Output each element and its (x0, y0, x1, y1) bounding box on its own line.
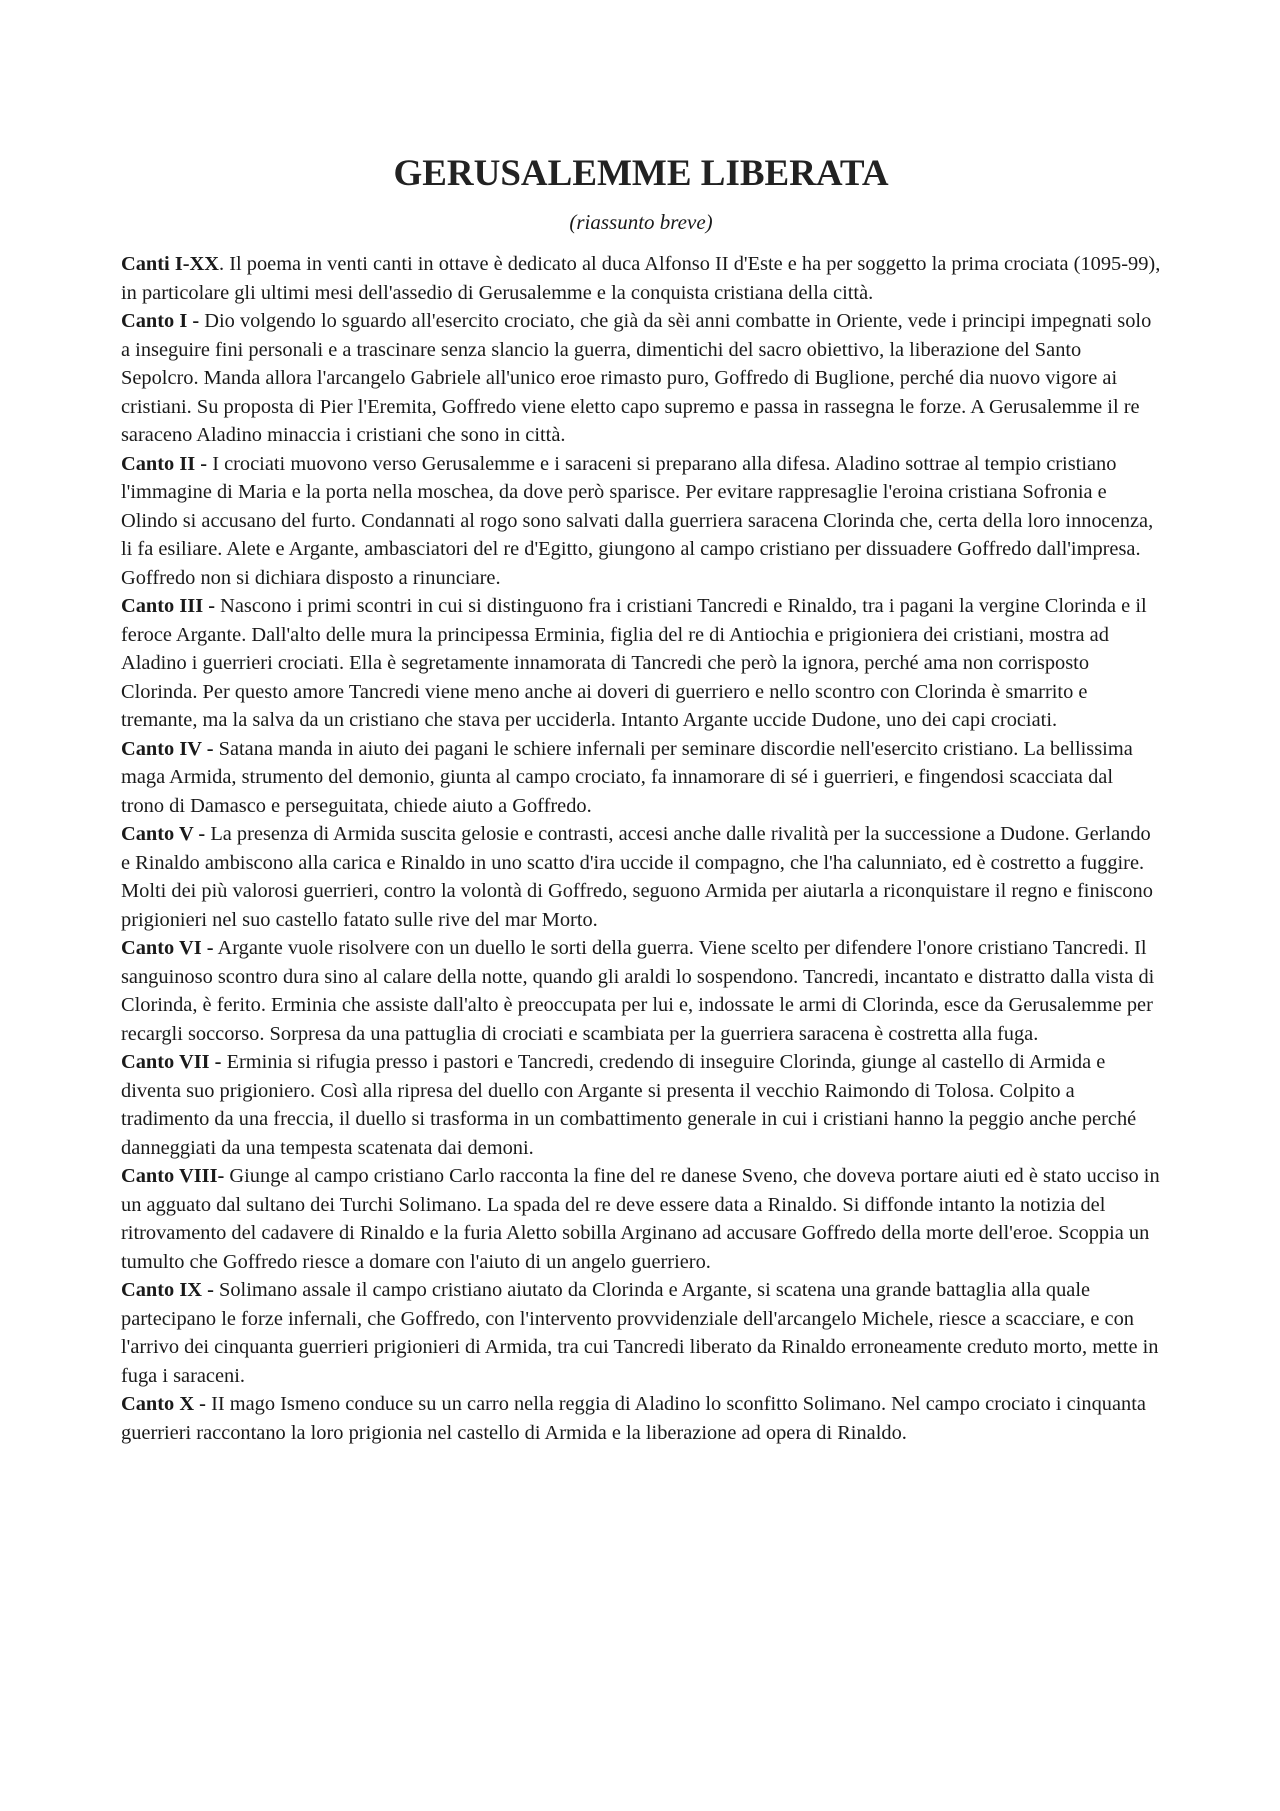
paragraph-canto-ix (121, 1276, 1161, 1390)
paragraph-canto-ii (121, 450, 1161, 593)
paragraph-heading: Canto V - (121, 823, 206, 845)
paragraph-heading: Canto IX - (121, 1279, 214, 1301)
paragraph-text: . Il poema in venti canti in ottave è dedicato al duca Alfonso II d'Este e ha per soggetto la prima crociata (1095-99), in particolare gli ultimi mesi dell'assedio di Gerusalemme e la conquista cristiana della città. (121, 253, 1161, 304)
paragraph-heading: Canto IV - (121, 737, 214, 760)
paragraph-heading: Canti I-XX (121, 253, 219, 275)
paragraph-heading: Canto VIII- (121, 1165, 225, 1187)
paragraph-text: Dio volgendo lo sguardo all'esercito crociato, che già da sèi anni combatte in Oriente, vede i principi impegnati solo a inseguire fini personali e a trascinare senza slancio la guerra, dimentichi del sacro obiettivo, la liberazione del Santo Sepolcro. Manda allora l'arcangelo Gabriele all'unico eroe rimasto puro, Goffredo di Buglione, perché dia nuovo vigore ai cristiani. Su proposta di Pier l'Eremita, Goffredo viene eletto capo supremo e passa in rassegna le forze. A Gerusalemme il re saraceno Aladino minaccia i cristiani che sono in città. (121, 310, 1152, 446)
paragraph-canti-i-xx (121, 250, 1161, 307)
document-title: GERUSALEMME LIBERATA (393, 153, 889, 194)
document-subtitle: (riassunto breve) (569, 210, 713, 234)
document-body (121, 250, 1161, 1447)
paragraph-heading: Canto I - (121, 310, 200, 332)
paragraph-canto-vii (121, 1048, 1161, 1162)
paragraph-canto-vi (121, 934, 1161, 1048)
paragraph-text: Solimano assale il campo cristiano aiutato da Clorinda e Argante, si scatena una grande battaglia alla quale partecipano le forze infernali, che Goffredo, con l'intervento provvidenziale dell'arcangelo Michele, riesce a scacciare, e con l'arrivo dei cinquanta guerrieri prigionieri di Armida, tra cui Tancredi liberato da Rinaldo erroneamente creduto morto, mette in fuga i saraceni. (121, 1279, 1159, 1387)
document-page (121, 150, 1161, 1447)
paragraph-canto-x (121, 1390, 1161, 1447)
paragraph-canto-iv (121, 735, 1161, 821)
paragraph-heading: Canto VI - (121, 937, 214, 959)
paragraph-heading: Canto II - (121, 452, 208, 475)
paragraph-heading: Canto VII - (121, 1051, 222, 1073)
paragraph-canto-viii (121, 1162, 1161, 1276)
paragraph-canto-i (121, 307, 1161, 450)
paragraph-heading: Canto III - (121, 595, 216, 617)
paragraph-text: Giunge al campo cristiano Carlo racconta la fine del re danese Sveno, che doveva portare aiuti ed è stato ucciso in un agguato dal sultano dei Turchi Solimano. La spada del re deve essere data a Rinaldo. Si diffonde intanto la notizia del ritrovamento del cadavere di Rinaldo e la furia Aletto sobilla Arginano ad accusare Goffredo della morte dell'eroe. Scoppia un tumulto che Goffredo riesce a domare con l'aiuto di un angelo guerriero. (121, 1165, 1160, 1273)
paragraph-text: Erminia si rifugia presso i pastori e Tancredi, credendo di inseguire Clorinda, giunge al castello di Armida e diventa suo prigioniero. Così alla ripresa del duello con Argante si presenta il vecchio Raimondo di Tolosa. Colpito a tradimento da una freccia, il duello si trasforma in un combattimento generale in cui i cristiani hanno la peggio anche perché danneggiati da una tempesta scatenata dai demoni. (121, 1051, 1137, 1159)
paragraph-heading: Canto X - (121, 1393, 206, 1415)
paragraph-text: La presenza di Armida suscita gelosie e contrasti, accesi anche dalle rivalità per la successione a Dudone. Gerlando e Rinaldo ambiscono alla carica e Rinaldo in uno scatto d'ira uccide il compagno, che l'ha calunniato, ed è costretto a fuggire. Molti dei più valorosi guerrieri, contro la volontà di Goffredo, seguono Armida per aiutarla a riconquistare il regno e finiscono prigionieri nel suo castello fatato sulle rive del mar Morto. (121, 823, 1153, 931)
paragraph-canto-v (121, 820, 1161, 934)
paragraph-text: Satana manda in aiuto dei pagani le schiere infernali per seminare discordie nell'esercito cristiano. La bellissima maga Armida, strumento del demonio, giunta al campo crociato, fa innamorare di sé i guerrieri, e fingendosi scacciata dal trono di Damasco e perseguitata, chiede aiuto a Goffredo. (121, 737, 1133, 817)
paragraph-text: I crociati muovono verso Gerusalemme e i saraceni si preparano alla difesa. Aladino sottrae al tempio cristiano l'immagine di Maria e la porta nella moschea, da dove però sparisce. Per evitare rappresaglie l'eroina cristiana Sofronia e Olindo si accusano del furto. Condannati al rogo sono salvati dalla guerriera saracena Clorinda che, certa della loro innocenza, li fa esiliare. Alete e Argante, ambasciatori del re d'Egitto, giungono al campo cristiano per dissuadere Goffredo dall'impresa. Goffredo non si dichiara disposto a rinunciare. (121, 452, 1154, 589)
paragraph-text: Argante vuole risolvere con un duello le sorti della guerra. Viene scelto per difendere l'onore cristiano Tancredi. Il sanguinoso scontro dura sino al calare della notte, quando gli araldi lo sospendono. Tancredi, incantato e distratto dalla vista di Clorinda, è ferito. Erminia che assiste dall'alto è preoccupata per lui e, indossate le armi di Clorinda, esce da Gerusalemme per recargli soccorso. Sorpresa da una pattuglia di crociati e scambiata per la guerriera saracena è costretta alla fuga. (121, 937, 1155, 1045)
paragraph-canto-iii (121, 592, 1161, 735)
paragraph-text: II mago Ismeno conduce su un carro nella reggia di Aladino lo sconfitto Solimano. Nel campo crociato i cinquanta guerrieri raccontano la loro prigionia nel castello di Armida e la liberazione ad opera di Rinaldo. (121, 1393, 1146, 1444)
paragraph-text: Nascono i primi scontri in cui si distinguono fra i cristiani Tancredi e Rinaldo, tra i pagani la vergine Clorinda e il feroce Argante. Dall'alto delle mura la principessa Erminia, figlia del re di Antiochia e prigioniera dei cristiani, mostra ad Aladino i guerrieri crociati. Ella è segretamente innamorata di Tancredi che però la ignora, perché ama non corrisposto Clorinda. Per questo amore Tancredi viene meno anche ai doveri di guerriero e nello scontro con Clorinda è smarrito e tremante, ma la salva da un cristiano che stava per ucciderla. Intanto Argante uccide Dudone, uno dei capi crociati. (121, 595, 1147, 731)
